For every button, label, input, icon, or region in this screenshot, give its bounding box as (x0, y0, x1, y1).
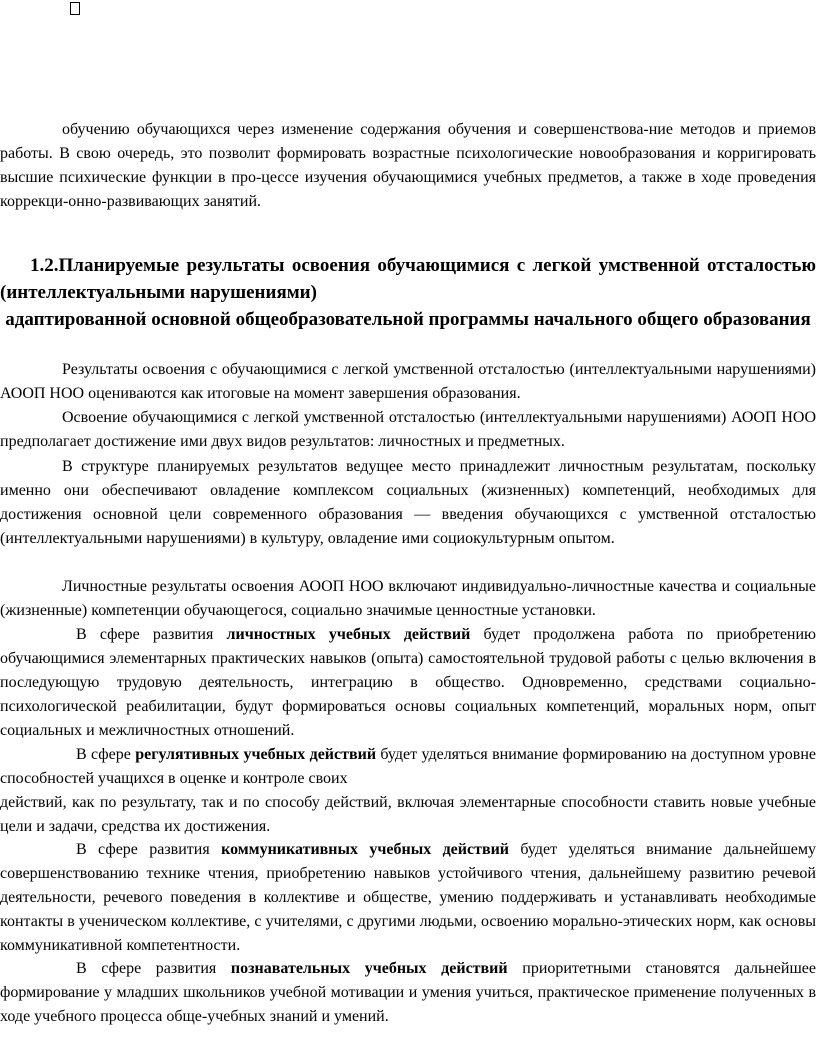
paragraph-personal: Личностные результаты освоения АООП НОО включают индивидуально-личностные качества и социальные (жизненные) компетенции обучающегося, социально значимые ценностные установки. (0, 578, 816, 619)
text-run: В сфере развития (76, 626, 227, 643)
text-run: будет уделяться внимание дальнейшему совершенствованию технике чтения, приобретению навыков устойчивого чтения, дальнейшему развитию речевой деятельности, речевого поведения в коллективе и обществе, умению поддерживать и устанавливать необходимые контакты в ученическом коллективе, с учителями, с другими людьми, освоению морально-этических норм, как основы коммуникативной компетентности. (0, 841, 816, 954)
paragraph-structure: В структуре планируемых результатов ведущее место принадлежит личностным результатам, поскольку именно они обеспечивают овладение комплексом социальных (жизненных) компетенций, необходимых для достижения основной цели современного образования — введения обучающихся с умственной отсталостью (интеллектуальными нарушениями) в культуру, овладение ими социокультурным опытом. (0, 458, 816, 547)
paragraph-personal-actions (0, 623, 816, 743)
paragraph-regulatory-actions (0, 743, 816, 791)
section-heading: 1.2.Планируемые результаты освоения обучающимися с легкой умственной отсталостью (интеллектуальными нарушениями) (0, 255, 816, 303)
paragraph-intro: обучению обучающихся через изменение содержания обучения и совершенствова-ние методов и приемов работы. В свою очередь, это позволит формировать возрастные психологические новообразования и корригировать высшие психические функции в про-цессе изучения обучающимися учебных предметов, а также в ходе проведения коррекци-онно-развивающих занятий. (0, 121, 816, 210)
bold-term: регулятивных учебных действий (135, 746, 377, 763)
paragraph-results: Результаты освоения с обучающимися с легкой умственной отсталостью (интеллектуальными нарушениями) АООП НОО оцениваются как итоговые на момент завершения образования. (0, 361, 816, 402)
text-run: В сфере (76, 746, 136, 763)
paragraph-cognitive-actions (0, 957, 816, 1029)
text-run: В сфере развития (76, 960, 231, 977)
text-run: будет продолжена работа по приобретению обучающимися элементарных практических навыков (опыта) самостоятельной трудовой работы с целью включения в последующую трудовую деятельность, интеграцию в общество. Одновременно, средствами социально-психологической реабилитации, будут формироваться основы социальных компетенций, моральных норм, опыт социальных и межличностных отношений. (0, 626, 816, 739)
text-run: приоритетными становятся дальнейшее формирование у младших школьников учебной мотивации и умения учиться, практическое применение полученных в ходе учебного процесса обще-учебных знаний и умений. (0, 960, 816, 1025)
missing-glyph-icon (70, 2, 80, 15)
text-run: В сфере развития (76, 841, 222, 858)
bold-term: коммуникативных учебных действий (221, 841, 510, 858)
paragraph-communicative-actions (0, 838, 816, 958)
paragraph-mastery: Освоение обучающимися с легкой умственной отсталостью (интеллектуальными нарушениями) АООП НОО предполагает достижение ими двух видов результатов: личностных и предметных. (0, 409, 816, 450)
bold-term: личностных учебных действий (226, 626, 471, 643)
bold-term: познавательных учебных действий (230, 960, 508, 977)
text-run: будет уделяться внимание формированию на доступном уровне способностей учащихся в оценке и контроле своих (0, 746, 816, 787)
paragraph-regulatory-cont: действий, как по результату, так и по способу действий, включая элементарные способности ставить новые учебные цели и задачи, средства их достижения. (0, 794, 816, 835)
section-subheading: адаптированной основной общеобразовательной программы начального общего образования (5, 309, 811, 330)
